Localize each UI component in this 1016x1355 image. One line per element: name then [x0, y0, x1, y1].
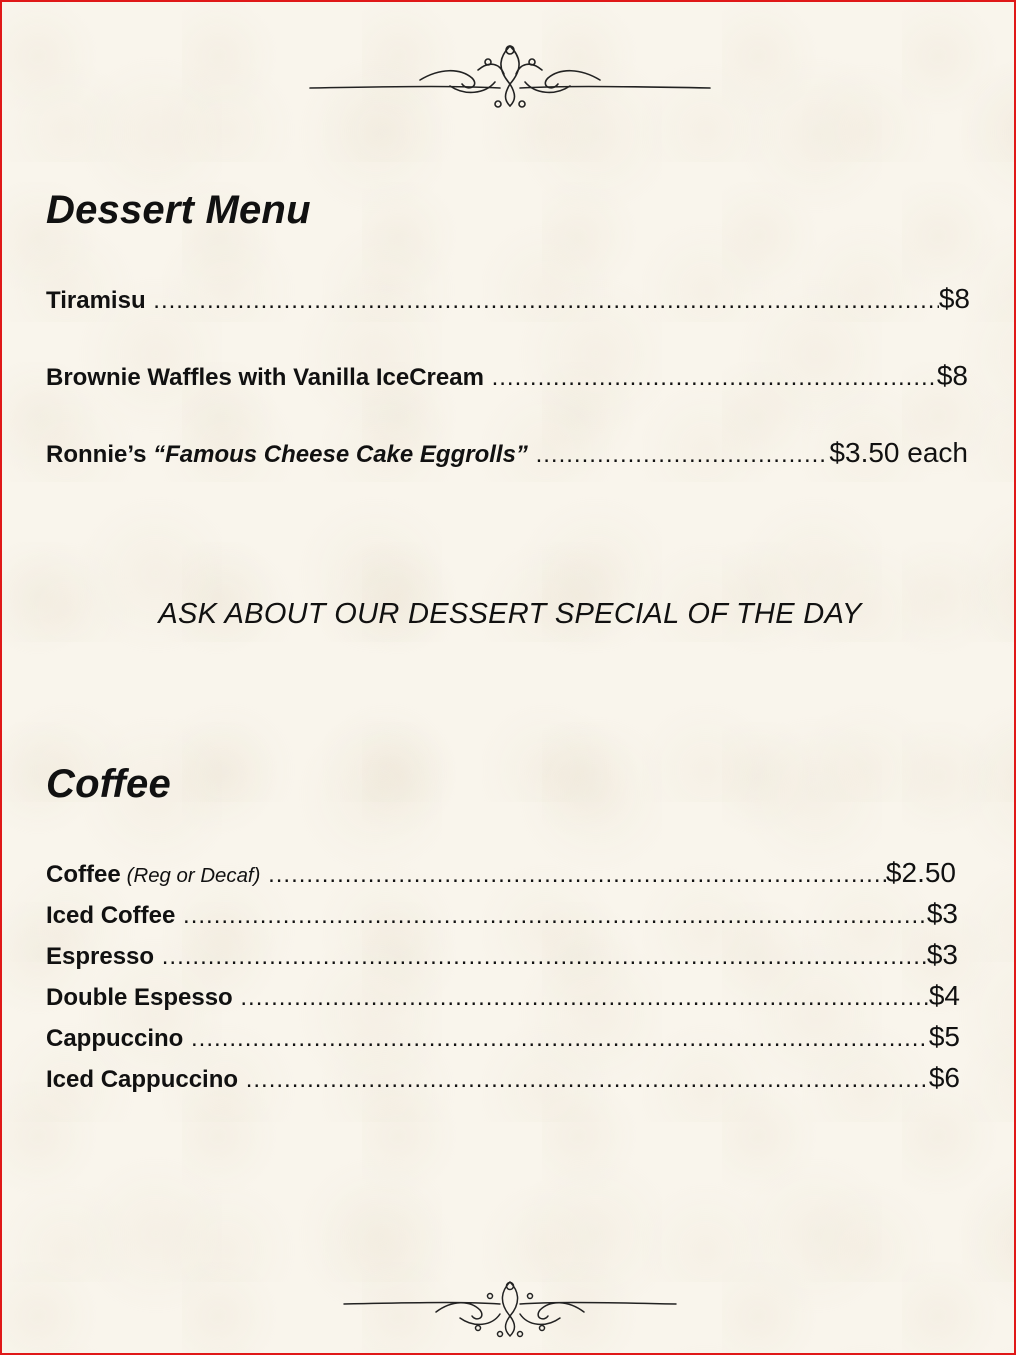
menu-item-coffee	[46, 857, 956, 889]
menu-item-name: Espresso	[46, 943, 155, 970]
menu-item-name: Iced Coffee	[46, 902, 176, 929]
menu-item-price: $5	[928, 1021, 960, 1052]
menu-item-tiramisu	[46, 283, 970, 315]
menu-item-name-italic: “Famous Cheese Cake Eggrolls”	[153, 441, 528, 468]
menu-item-price: $3	[926, 898, 958, 929]
ornamental-flourish-icon	[2, 38, 1016, 118]
menu-item-iced-cappuccino	[46, 1062, 960, 1094]
menu-item-name: Iced Cappuccino	[46, 1066, 239, 1093]
ornamental-flourish-icon	[2, 1278, 1016, 1344]
menu-item-name: Tiramisu	[46, 287, 146, 314]
menu-item-iced-coffee	[46, 898, 958, 930]
menu-item-price: $3	[926, 939, 958, 970]
menu-item-espresso	[46, 939, 958, 971]
menu-item-name: Double Espesso	[46, 984, 233, 1011]
menu-item-brownie-waffles	[46, 360, 968, 392]
dot-leader	[233, 984, 929, 1012]
dot-leader	[175, 902, 926, 930]
coffee-heading: Coffee	[46, 762, 171, 806]
dot-leader	[154, 943, 927, 971]
menu-item-cheesecake-eggrolls	[46, 437, 968, 469]
dessert-special-notice: ASK ABOUT OUR DESSERT SPECIAL OF THE DAY	[158, 598, 862, 630]
menu-item-price: $2.50	[885, 857, 956, 888]
menu-item-price: $4	[928, 980, 960, 1011]
dot-leader	[238, 1066, 929, 1094]
menu-item-name-prefix: Ronnie’s	[46, 441, 154, 468]
dot-leader	[528, 441, 830, 469]
menu-item-price: $8	[936, 360, 968, 391]
dot-leader	[146, 287, 939, 315]
menu-item-price: $6	[928, 1062, 960, 1093]
menu-item-price: $3.50 each	[829, 437, 968, 468]
menu-item-name: Brownie Waffles with Vanilla IceCream	[46, 364, 484, 391]
dessert-menu-heading: Dessert Menu	[46, 188, 311, 232]
dot-leader	[484, 364, 937, 392]
dot-leader	[260, 861, 886, 889]
menu-item-name: Coffee	[46, 861, 121, 888]
menu-item-cappuccino	[46, 1021, 960, 1053]
menu-item-note: (Reg or Decaf)	[126, 865, 261, 887]
menu-item-name	[46, 441, 528, 469]
menu-item-name: Cappuccino	[46, 1025, 184, 1052]
menu-item-price: $8	[938, 283, 970, 314]
menu-item-double-espresso	[46, 980, 960, 1012]
dot-leader	[183, 1025, 929, 1053]
